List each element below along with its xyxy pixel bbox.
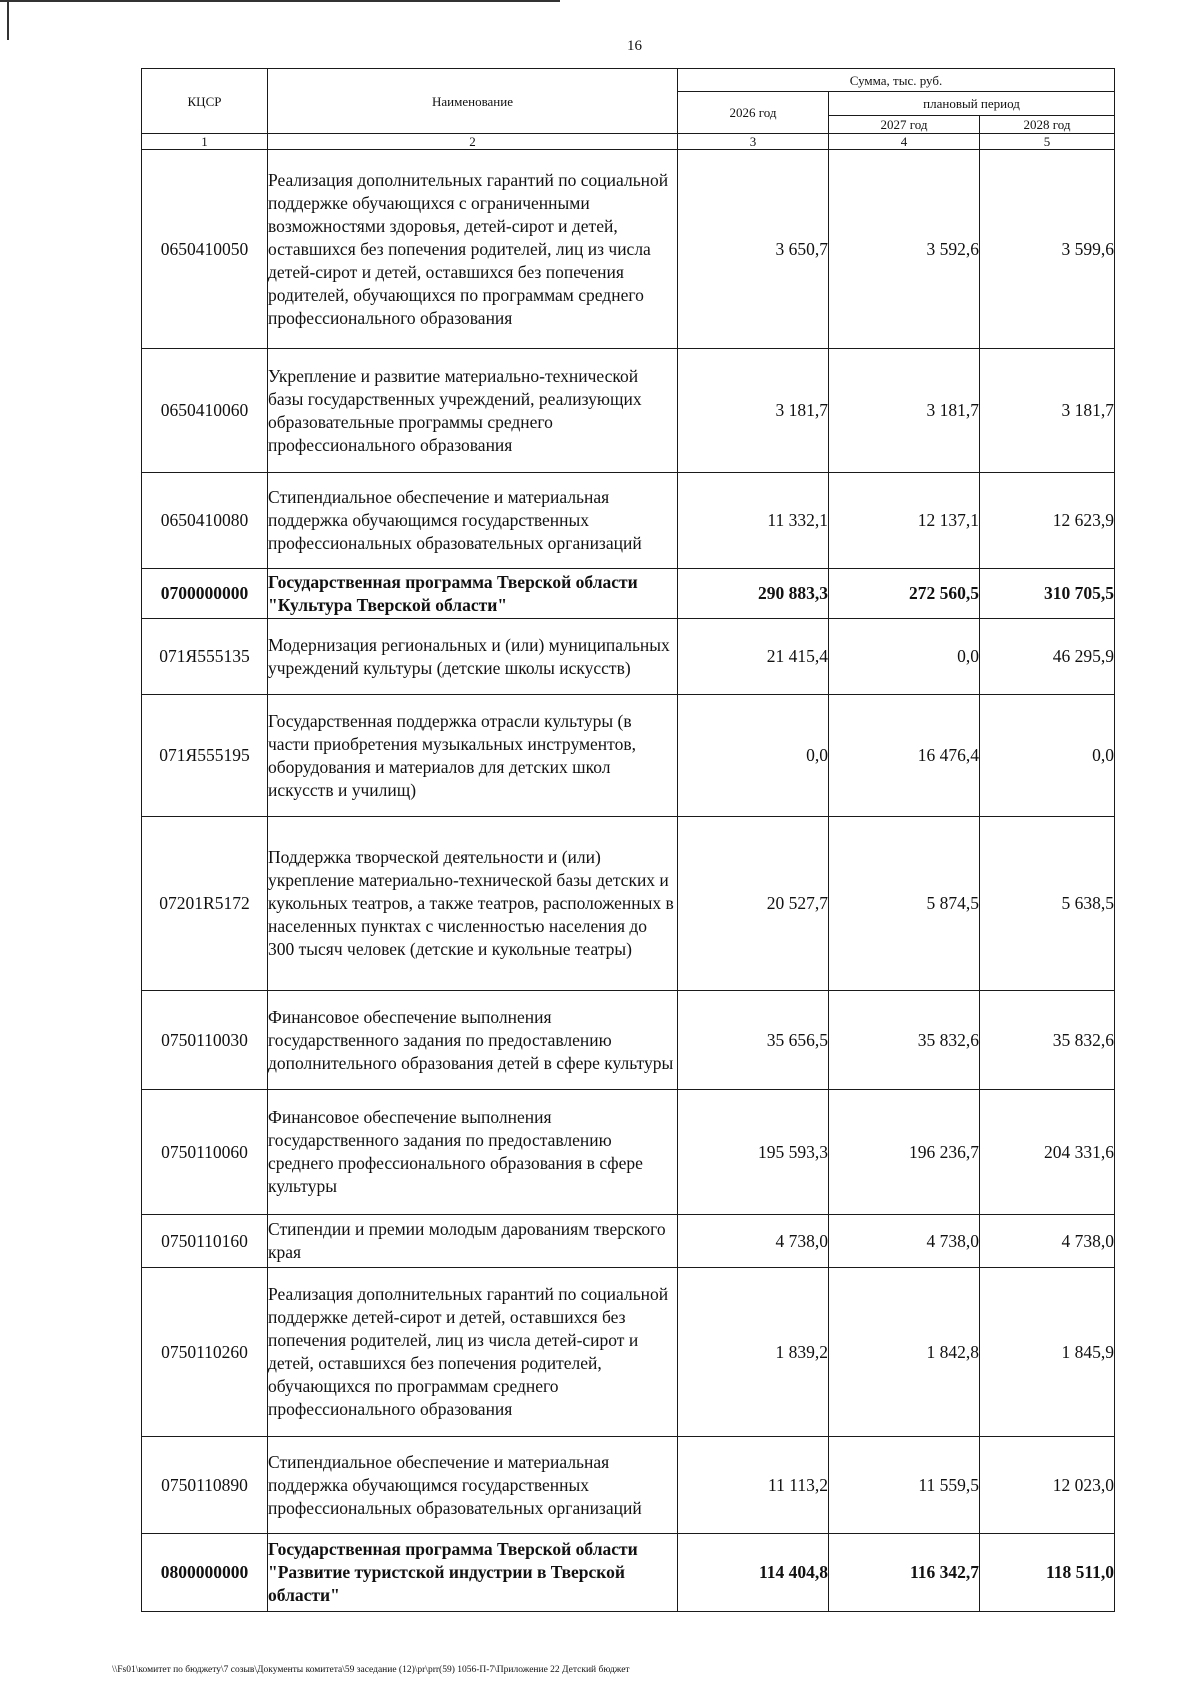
row-value-2028: 0,0 <box>980 695 1115 817</box>
row-value-2028: 4 738,0 <box>980 1215 1115 1268</box>
row-name: Финансовое обеспечение выполнения государственного задания по предоставлению дополнительного образования детей в сфере культуры <box>268 991 678 1090</box>
row-value-2027: 0,0 <box>829 619 980 695</box>
row-code: 071Я555195 <box>142 695 268 817</box>
row-name: Поддержка творческой деятельности и (или) укрепление материально-технической базы детских и кукольных театров, а также театров, расположенных в населенных пунктах с численностью населения до 300 тысяч человек (детские и кукольные театры) <box>268 817 678 991</box>
column-number: 3 <box>678 134 829 150</box>
row-value-2027: 12 137,1 <box>829 473 980 569</box>
row-value-2026: 114 404,8 <box>678 1534 829 1612</box>
row-value-2026: 21 415,4 <box>678 619 829 695</box>
row-value-2028: 3 181,7 <box>980 349 1115 473</box>
table-row <box>142 150 1115 349</box>
row-name: Укрепление и развитие материально-технической базы государственных учреждений, реализующих образовательные программы среднего профессионального образования <box>268 349 678 473</box>
header-code: КЦСР <box>142 69 268 134</box>
row-value-2028: 204 331,6 <box>980 1090 1115 1215</box>
table-row <box>142 569 1115 619</box>
row-value-2027: 1 842,8 <box>829 1268 980 1437</box>
row-value-2028: 12 023,0 <box>980 1437 1115 1534</box>
row-value-2027: 3 592,6 <box>829 150 980 349</box>
row-code: 07201R5172 <box>142 817 268 991</box>
row-value-2027: 16 476,4 <box>829 695 980 817</box>
row-value-2026: 3 650,7 <box>678 150 829 349</box>
row-value-2027: 11 559,5 <box>829 1437 980 1534</box>
column-number: 2 <box>268 134 678 150</box>
row-code: 0650410060 <box>142 349 268 473</box>
row-code: 071Я555135 <box>142 619 268 695</box>
row-value-2026: 3 181,7 <box>678 349 829 473</box>
row-value-2027: 5 874,5 <box>829 817 980 991</box>
row-name: Государственная программа Тверской области "Развитие туристской индустрии в Тверской области" <box>268 1534 678 1612</box>
row-name: Реализация дополнительных гарантий по социальной поддержке обучающихся с ограниченными возможностями здоровья, детей-сирот и детей, оставшихся без попечения родителей, лиц из числа детей-сирот и детей, оставшихся без попечения родителей, обучающихся по программам среднего профессионального образования <box>268 150 678 349</box>
header-year-2028: 2028 год <box>980 116 1115 134</box>
table-row <box>142 473 1115 569</box>
row-name: Стипендии и премии молодым дарованиям тверского края <box>268 1215 678 1268</box>
budget-table <box>141 68 1115 1612</box>
header-year-2027: 2027 год <box>829 116 980 134</box>
row-code: 0750110260 <box>142 1268 268 1437</box>
row-value-2028: 1 845,9 <box>980 1268 1115 1437</box>
row-value-2028: 118 511,0 <box>980 1534 1115 1612</box>
row-value-2027: 4 738,0 <box>829 1215 980 1268</box>
row-code: 0750110160 <box>142 1215 268 1268</box>
table-row <box>142 619 1115 695</box>
header-sum: Сумма, тыс. руб. <box>678 69 1115 92</box>
footer-file-path: \\Fs01\комитет по бюджету\7 созыв\Документы комитета\59 заседание (12)\pr\prr(59) 1056-П-7\Приложение 22 Детский бюджет <box>112 1665 630 1675</box>
column-number: 1 <box>142 134 268 150</box>
table-row <box>142 349 1115 473</box>
row-code: 0750110890 <box>142 1437 268 1534</box>
row-value-2027: 3 181,7 <box>829 349 980 473</box>
row-value-2026: 195 593,3 <box>678 1090 829 1215</box>
row-name: Государственная программа Тверской области "Культура Тверской области" <box>268 569 678 619</box>
header-planned-period: плановый период <box>829 92 1115 116</box>
table-row <box>142 1534 1115 1612</box>
row-name: Государственная поддержка отрасли культуры (в части приобретения музыкальных инструментов, оборудования и материалов для детских школ искусств и училищ) <box>268 695 678 817</box>
row-value-2028: 5 638,5 <box>980 817 1115 991</box>
row-value-2026: 11 332,1 <box>678 473 829 569</box>
row-value-2027: 196 236,7 <box>829 1090 980 1215</box>
row-value-2026: 290 883,3 <box>678 569 829 619</box>
table-row <box>142 1268 1115 1437</box>
row-code: 0700000000 <box>142 569 268 619</box>
row-value-2026: 0,0 <box>678 695 829 817</box>
row-code: 0750110030 <box>142 991 268 1090</box>
row-value-2028: 46 295,9 <box>980 619 1115 695</box>
row-name: Модернизация региональных и (или) муниципальных учреждений культуры (детские школы искусств) <box>268 619 678 695</box>
row-code: 0650410050 <box>142 150 268 349</box>
row-value-2028: 35 832,6 <box>980 991 1115 1090</box>
row-value-2026: 11 113,2 <box>678 1437 829 1534</box>
table-row <box>142 991 1115 1090</box>
row-value-2028: 12 623,9 <box>980 473 1115 569</box>
row-name: Стипендиальное обеспечение и материальная поддержка обучающимся государственных профессиональных образовательных организаций <box>268 473 678 569</box>
scan-edge-left <box>7 0 9 40</box>
row-value-2026: 4 738,0 <box>678 1215 829 1268</box>
table-row <box>142 695 1115 817</box>
row-value-2026: 35 656,5 <box>678 991 829 1090</box>
row-value-2027: 116 342,7 <box>829 1534 980 1612</box>
row-name: Финансовое обеспечение выполнения государственного задания по предоставлению среднего профессионального образования в сфере культуры <box>268 1090 678 1215</box>
header-year-2026: 2026 год <box>678 92 829 134</box>
table-row <box>142 1437 1115 1534</box>
header-name: Наименование <box>268 69 678 134</box>
row-value-2026: 20 527,7 <box>678 817 829 991</box>
row-code: 0650410080 <box>142 473 268 569</box>
row-value-2027: 35 832,6 <box>829 991 980 1090</box>
table-row <box>142 817 1115 991</box>
table-row <box>142 1090 1115 1215</box>
row-value-2026: 1 839,2 <box>678 1268 829 1437</box>
row-value-2027: 272 560,5 <box>829 569 980 619</box>
table-row <box>142 1215 1115 1268</box>
row-value-2028: 3 599,6 <box>980 150 1115 349</box>
column-number: 5 <box>980 134 1115 150</box>
scan-edge-top <box>0 0 560 2</box>
page-number: 16 <box>627 38 642 54</box>
row-name: Реализация дополнительных гарантий по социальной поддержке детей-сирот и детей, оставшихся без попечения родителей, лиц из числа детей-сирот и детей, оставшихся без попечения родителей, обучающихся по программам среднего профессионального образования <box>268 1268 678 1437</box>
row-name: Стипендиальное обеспечение и материальная поддержка обучающимся государственных профессиональных образовательных организаций <box>268 1437 678 1534</box>
row-code: 0800000000 <box>142 1534 268 1612</box>
row-code: 0750110060 <box>142 1090 268 1215</box>
column-number: 4 <box>829 134 980 150</box>
row-value-2028: 310 705,5 <box>980 569 1115 619</box>
